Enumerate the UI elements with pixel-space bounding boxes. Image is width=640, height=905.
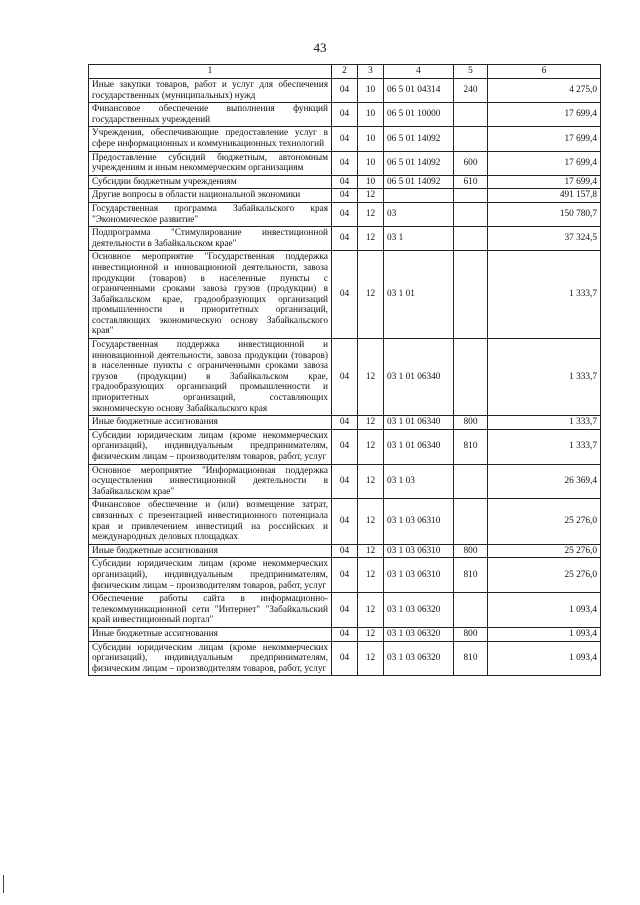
row-section: 04 — [332, 251, 358, 339]
row-section: 04 — [332, 79, 358, 103]
row-section: 04 — [332, 544, 358, 558]
row-name: Финансовое обеспечение и (или) возмещение затрат, связанных с презентацией инвестиционного потенциала края и привлечением инвестиций на российских и международных деловых площадках — [89, 499, 332, 544]
row-target-code — [384, 189, 454, 203]
column-header: 2 — [332, 65, 358, 79]
row-section: 04 — [332, 151, 358, 175]
row-section: 04 — [332, 339, 358, 416]
row-expense-type: 600 — [454, 151, 488, 175]
row-subsection: 12 — [358, 339, 384, 416]
row-section: 04 — [332, 202, 358, 226]
table-row — [89, 202, 601, 226]
table-row — [89, 339, 601, 416]
row-target-code: 03 1 03 06320 — [384, 593, 454, 628]
table-row — [89, 641, 601, 676]
row-expense-type: 240 — [454, 79, 488, 103]
row-expense-type — [454, 339, 488, 416]
row-amount: 37 324,5 — [488, 227, 601, 251]
table-row — [89, 189, 601, 203]
row-expense-type: 800 — [454, 416, 488, 430]
row-section: 04 — [332, 593, 358, 628]
row-target-code: 06 5 01 14092 — [384, 175, 454, 189]
table-row — [89, 103, 601, 127]
row-name: Основное мероприятие "Государственная поддержка инвестиционной и инновационной деятельности, завоза продукции (товаров) в населенные пункты с ограниченными сроками завоза грузов (продукции) в Забайкальском крае, градообразующих организаций промышленности и приоритетных организаций, составляющих экономическую основу Забайкальского края" — [89, 251, 332, 339]
row-name: Основное мероприятие "Информационная поддержка осуществления инвестиционной деятельности в Забайкальском крае" — [89, 464, 332, 499]
column-header: 6 — [488, 65, 601, 79]
table-row — [89, 79, 601, 103]
column-header: 1 — [89, 65, 332, 79]
table-row — [89, 227, 601, 251]
row-target-code: 03 1 01 06340 — [384, 416, 454, 430]
row-expense-type — [454, 227, 488, 251]
table-row — [89, 544, 601, 558]
row-amount: 150 780,7 — [488, 202, 601, 226]
row-name: Учреждения, обеспечивающие предоставление услуг в сфере информационных и коммуникационных технологий — [89, 127, 332, 151]
row-section: 04 — [332, 175, 358, 189]
row-target-code: 03 1 01 06340 — [384, 429, 454, 464]
row-target-code: 06 5 01 14092 — [384, 127, 454, 151]
row-amount: 17 699,4 — [488, 151, 601, 175]
row-expense-type — [454, 189, 488, 203]
row-expense-type: 610 — [454, 175, 488, 189]
row-target-code: 03 1 — [384, 227, 454, 251]
row-name: Финансовое обеспечение выполнения функций государственных учреждений — [89, 103, 332, 127]
table-row — [89, 251, 601, 339]
row-subsection: 12 — [358, 202, 384, 226]
row-name: Субсидии юридическим лицам (кроме некоммерческих организаций), индивидуальным предпринимателям, физическим лицам – производителям товаров, работ, услуг — [89, 641, 332, 676]
row-expense-type: 810 — [454, 558, 488, 593]
row-subsection: 12 — [358, 544, 384, 558]
table-row — [89, 627, 601, 641]
row-section: 04 — [332, 558, 358, 593]
row-target-code: 06 5 01 10000 — [384, 103, 454, 127]
row-amount: 4 275,0 — [488, 79, 601, 103]
row-section: 04 — [332, 429, 358, 464]
row-expense-type: 810 — [454, 641, 488, 676]
row-name: Субсидии бюджетным учреждениям — [89, 175, 332, 189]
row-subsection: 12 — [358, 416, 384, 430]
row-subsection: 10 — [358, 151, 384, 175]
row-section: 04 — [332, 189, 358, 203]
row-name: Другие вопросы в области национальной экономики — [89, 189, 332, 203]
row-amount: 17 699,4 — [488, 127, 601, 151]
row-section: 04 — [332, 416, 358, 430]
row-subsection: 10 — [358, 103, 384, 127]
table-row — [89, 499, 601, 544]
row-subsection: 10 — [358, 127, 384, 151]
row-name: Иные бюджетные ассигнования — [89, 416, 332, 430]
budget-table — [88, 64, 601, 676]
table-row — [89, 464, 601, 499]
row-name: Субсидии юридическим лицам (кроме некоммерческих организаций), индивидуальным предпринимателям, физическим лицам – производителям товаров, работ, услуг — [89, 558, 332, 593]
row-expense-type: 800 — [454, 544, 488, 558]
row-amount: 17 699,4 — [488, 103, 601, 127]
row-section: 04 — [332, 103, 358, 127]
row-amount: 1 093,4 — [488, 593, 601, 628]
row-target-code: 06 5 01 04314 — [384, 79, 454, 103]
row-subsection: 12 — [358, 627, 384, 641]
row-amount: 1 333,7 — [488, 339, 601, 416]
row-section: 04 — [332, 499, 358, 544]
row-subsection: 12 — [358, 464, 384, 499]
row-target-code: 03 1 03 06310 — [384, 558, 454, 593]
row-subsection: 12 — [358, 641, 384, 676]
row-section: 04 — [332, 227, 358, 251]
row-expense-type — [454, 499, 488, 544]
row-amount: 491 157,8 — [488, 189, 601, 203]
row-name: Государственная поддержка инвестиционной и инновационной деятельности, завоза продукции (товаров) в населенные пункты с ограниченными сроками завоза грузов (продукции) в Забайкальском крае, градообразующих организаций промышленности и приоритетных организаций, составляющих экономическую основу Забайкальского края — [89, 339, 332, 416]
row-expense-type — [454, 202, 488, 226]
header-row — [89, 65, 601, 79]
column-header: 3 — [358, 65, 384, 79]
row-target-code: 03 1 03 06310 — [384, 499, 454, 544]
row-target-code: 03 1 03 06320 — [384, 641, 454, 676]
row-subsection: 12 — [358, 251, 384, 339]
row-name: Обеспечение работы сайта в информационно-телекоммуникационной сети "Интернет" "Забайкальский край инвестиционный портал" — [89, 593, 332, 628]
row-section: 04 — [332, 627, 358, 641]
row-subsection: 12 — [358, 499, 384, 544]
table-body — [89, 79, 601, 676]
row-target-code: 03 1 01 — [384, 251, 454, 339]
row-name: Предоставление субсидий бюджетным, автономным учреждениям и иным некоммерческим организациям — [89, 151, 332, 175]
row-subsection: 12 — [358, 227, 384, 251]
row-amount: 25 276,0 — [488, 558, 601, 593]
table-row — [89, 416, 601, 430]
row-expense-type: 800 — [454, 627, 488, 641]
row-amount: 1 333,7 — [488, 251, 601, 339]
row-name: Государственная программа Забайкальского края "Экономическое развитие" — [89, 202, 332, 226]
row-expense-type — [454, 103, 488, 127]
column-header: 4 — [384, 65, 454, 79]
page-number: 43 — [313, 40, 327, 55]
row-section: 04 — [332, 464, 358, 499]
row-amount: 26 369,4 — [488, 464, 601, 499]
table-row — [89, 593, 601, 628]
row-name: Иные бюджетные ассигнования — [89, 627, 332, 641]
row-target-code: 03 1 03 — [384, 464, 454, 499]
row-section: 04 — [332, 641, 358, 676]
row-target-code: 03 1 03 06310 — [384, 544, 454, 558]
row-expense-type — [454, 464, 488, 499]
row-subsection: 12 — [358, 429, 384, 464]
row-name: Субсидии юридическим лицам (кроме некоммерческих организаций), индивидуальным предпринимателям, физическим лицам – производителям товаров, работ, услуг — [89, 429, 332, 464]
row-amount: 1 333,7 — [488, 429, 601, 464]
row-amount: 17 699,4 — [488, 175, 601, 189]
row-expense-type: 810 — [454, 429, 488, 464]
row-name: Иные закупки товаров, работ и услуг для обеспечения государственных (муниципальных) нужд — [89, 79, 332, 103]
table-row — [89, 558, 601, 593]
row-name: Подпрограмма "Стимулирование инвестиционной деятельности в Забайкальском крае" — [89, 227, 332, 251]
row-subsection: 10 — [358, 79, 384, 103]
table-row — [89, 127, 601, 151]
margin-mark — [3, 875, 4, 893]
row-section: 04 — [332, 127, 358, 151]
row-subsection: 12 — [358, 189, 384, 203]
row-target-code: 03 1 01 06340 — [384, 339, 454, 416]
row-name: Иные бюджетные ассигнования — [89, 544, 332, 558]
column-header: 5 — [454, 65, 488, 79]
table-row — [89, 429, 601, 464]
row-amount: 25 276,0 — [488, 499, 601, 544]
table-row — [89, 151, 601, 175]
row-expense-type — [454, 127, 488, 151]
row-target-code: 06 5 01 14092 — [384, 151, 454, 175]
row-subsection: 10 — [358, 175, 384, 189]
row-target-code: 03 1 03 06320 — [384, 627, 454, 641]
table-row — [89, 175, 601, 189]
row-amount: 1 093,4 — [488, 641, 601, 676]
row-amount: 1 333,7 — [488, 416, 601, 430]
row-target-code: 03 — [384, 202, 454, 226]
row-amount: 25 276,0 — [488, 544, 601, 558]
row-subsection: 12 — [358, 558, 384, 593]
row-expense-type — [454, 251, 488, 339]
row-subsection: 12 — [358, 593, 384, 628]
row-amount: 1 093,4 — [488, 627, 601, 641]
row-expense-type — [454, 593, 488, 628]
